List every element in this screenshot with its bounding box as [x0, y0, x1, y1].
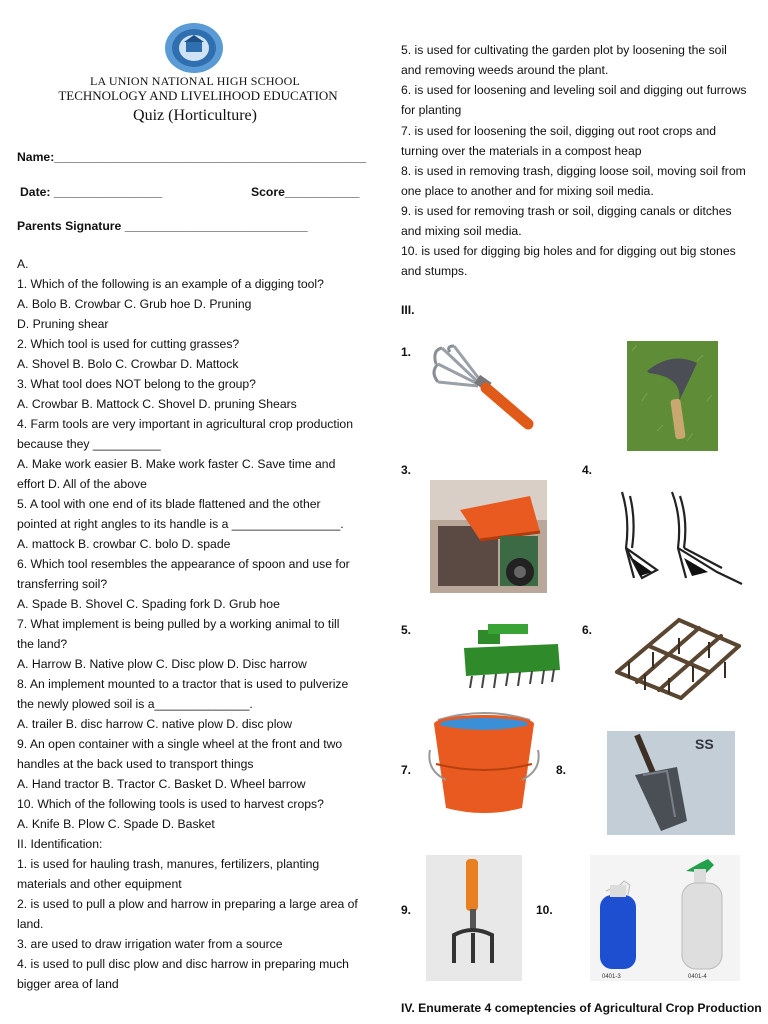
picture-label-1: 1.: [401, 345, 412, 359]
picture-label-3: 3.: [401, 463, 412, 477]
spade-mark: SS: [695, 736, 714, 752]
picture-label-8: 8.: [556, 763, 567, 777]
question-line: the land?: [17, 637, 68, 651]
question-line: A. Crowbar B. Mattock C. Shovel D. pruning Shears: [17, 397, 297, 411]
question-line: 5. A tool with one end of its blade flattened and the other: [17, 497, 321, 511]
picture-label-6: 6.: [582, 623, 593, 637]
question-line: 6. Which tool resembles the appearance of spoon and use for: [17, 557, 350, 571]
identification-line: 9. is used for removing trash or soil, digging canals or ditches: [401, 204, 732, 218]
identification-line: 6. is used for loosening and leveling soil and digging out furrows: [401, 83, 747, 97]
department-name: TECHNOLOGY AND LIVELIHOOD EDUCATION: [58, 88, 338, 103]
question-line: A. Shovel B. Bolo C. Crowbar D. Mattock: [17, 357, 239, 371]
section-3-heading: III.: [401, 303, 415, 317]
question-line: A. Hand tractor B. Tractor C. Basket D. Wheel barrow: [17, 777, 306, 791]
question-line: A. Harrow B. Native plow C. Disc plow D. Disc harrow: [17, 657, 307, 671]
identification-line: 10. is used for digging big holes and for digging out big stones: [401, 244, 736, 258]
sickle-icon: [627, 341, 718, 451]
picture-label-4: 4.: [582, 463, 593, 477]
question-line: effort D. All of the above: [17, 477, 147, 491]
question-line: A. trailer B. disc harrow C. native plow D. disc plow: [17, 717, 292, 731]
question-line: 2. is used to pull a plow and harrow in preparing a large area of: [17, 897, 358, 911]
identification-line: for planting: [401, 103, 462, 117]
rotavator-icon: [458, 620, 564, 698]
question-line: 8. An implement mounted to a tractor that is used to pulverize: [17, 677, 349, 691]
parents-signature-field[interactable]: Parents Signature ___________________________: [17, 219, 308, 233]
question-line: A. Bolo B. Crowbar C. Grub hoe D. Pruning: [17, 297, 252, 311]
question-line: 2. Which tool is used for cutting grasses?: [17, 337, 240, 351]
question-line: transferring soil?: [17, 577, 108, 591]
school-name: LA UNION NATIONAL HIGH SCHOOL: [89, 74, 300, 88]
picture-label-7: 7.: [401, 763, 412, 777]
name-field[interactable]: Name:______________________________________________: [17, 150, 367, 164]
identification-line: 7. is used for loosening the soil, digging out root crops and: [401, 124, 717, 138]
bottle-code: 0401-3: [602, 974, 621, 980]
date-field[interactable]: Date: ________________: [20, 185, 163, 199]
question-line: materials and other equipment: [17, 877, 182, 891]
question-line: D. Pruning shear: [17, 317, 109, 331]
question-line: 1. is used for hauling trash, manures, fertilizers, planting: [17, 857, 320, 871]
picture-label-9: 9.: [401, 903, 412, 917]
picture-label-10: 10.: [536, 903, 553, 917]
question-line: A. Spade B. Shovel C. Spading fork D. Grub hoe: [17, 597, 280, 611]
question-line: the newly plowed soil is a______________.: [17, 697, 253, 711]
question-line: II. Identification:: [17, 837, 103, 851]
score-field[interactable]: Score___________: [251, 185, 360, 199]
identification-line: 5. is used for cultivating the garden plot by loosening the soil: [401, 43, 727, 57]
question-line: 4. is used to pull disc plow and disc harrow in preparing much: [17, 957, 349, 971]
quiz-title: Quiz (Horticulture): [133, 107, 257, 124]
question-line: pointed at right angles to its handle is a ________________.: [17, 517, 344, 531]
question-line: A. mattock B. crowbar C. bolo D. spade: [17, 537, 231, 551]
question-line: land.: [17, 917, 44, 931]
bottle-code: 0401-4: [688, 974, 707, 980]
question-line: A.: [17, 257, 29, 271]
question-line: 3. are used to draw irrigation water from a source: [17, 937, 283, 951]
question-line: 10. Which of the following tools is used to harvest crops?: [17, 797, 324, 811]
question-line: 1. Which of the following is an example of a digging tool?: [17, 277, 324, 291]
identification-line: and stumps.: [401, 264, 468, 278]
question-line: A. Knife B. Plow C. Spade D. Basket: [17, 817, 215, 831]
question-line: bigger area of land: [17, 977, 119, 991]
school-logo: [164, 22, 224, 74]
spade-icon: [607, 731, 735, 835]
identification-line: 8. is used in removing trash, digging loose soil, moving soil from: [401, 164, 746, 178]
section-4-heading: IV. Enumerate 4 comeptencies of Agricultural Crop Production: [401, 1001, 762, 1015]
spading-fork-icon: [426, 855, 522, 981]
pail-icon: [424, 710, 544, 818]
question-line: A. Make work easier B. Make work faster C. Save time and: [17, 457, 336, 471]
identification-line: turning over the materials in a compost heap: [401, 144, 642, 158]
identification-line: one place to another and for mixing soil media.: [401, 184, 654, 198]
wheelbarrow-icon: [430, 480, 547, 593]
identification-line: and mixing soil media.: [401, 224, 522, 238]
question-line: handles at the back used to transport things: [17, 757, 254, 771]
question-line: 9. An open container with a single wheel at the front and two: [17, 737, 343, 751]
identification-line: and removing weeds around the plant.: [401, 63, 609, 77]
sprinkler-bottle-icon: [590, 855, 740, 981]
picture-label-5: 5.: [401, 623, 412, 637]
native-plow-icon: [612, 488, 747, 588]
hand-cultivator-icon: [428, 342, 536, 432]
question-line: because they __________: [17, 437, 161, 451]
harrow-icon: [609, 612, 745, 707]
question-line: 4. Farm tools are very important in agricultural crop production: [17, 417, 353, 431]
question-line: 7. What implement is being pulled by a working animal to till: [17, 617, 340, 631]
question-line: 3. What tool does NOT belong to the group?: [17, 377, 256, 391]
